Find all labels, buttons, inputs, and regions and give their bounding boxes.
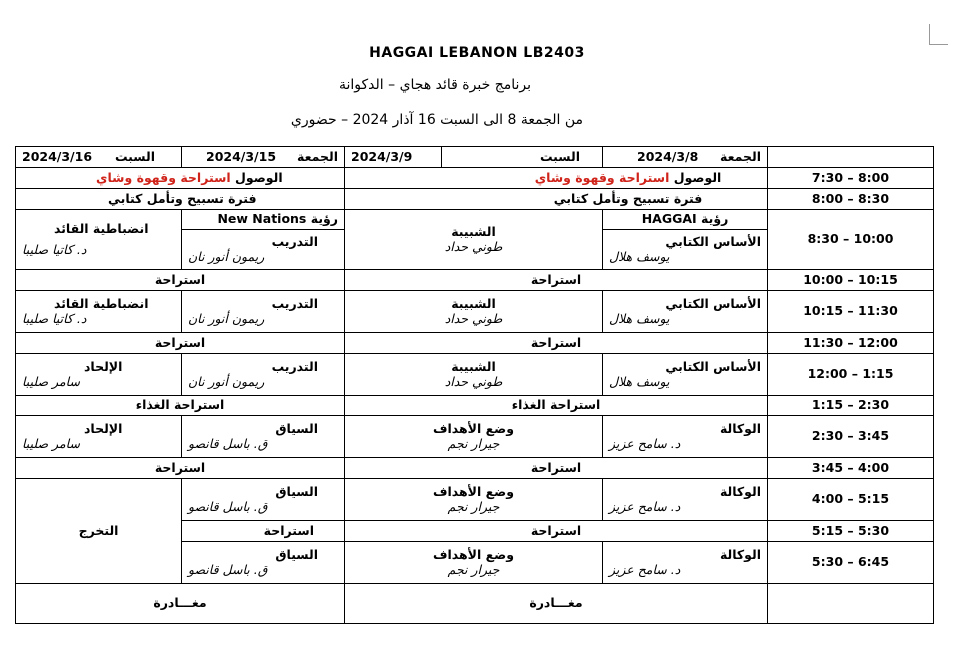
time-slot: 5:15 – 5:30 [768,521,934,542]
session-row-2 [16,291,934,333]
time-slot: 11:30 – 12:00 [768,333,934,354]
new-nations-cell: رؤية New Nations [182,210,345,230]
time-header [768,147,934,168]
time-slot: 3:45 – 4:00 [768,458,934,479]
session-cell: الشبيبة طوني حداد [345,354,603,396]
day-header-sat9: 2024/3/9 [345,147,442,168]
session-cell: التدريب ريمون أنور نان [182,291,345,333]
lunch-week1: استراحة الغذاء [345,396,768,416]
session-row-1a [16,210,934,230]
session-cell: الأساس الكتابي يوسف هلال [603,354,768,396]
day-header-fri15: 2024/3/15 الجمعة [182,147,345,168]
session-cell: التدريب ريمون أنور نان [182,230,345,270]
devotion-row [16,189,934,210]
session-row-5 [16,479,934,521]
haggai-cell: رؤية HAGGAI [603,210,768,230]
break-week2: استراحة [182,521,345,542]
day-header-row [16,147,934,168]
session-cell: السياق ق. باسل قانصو [182,479,345,521]
time-slot: 1:15 – 2:30 [768,396,934,416]
session-cell: الوكالة د. سامح عزيز [603,479,768,521]
break-week2: استراحة [16,458,345,479]
session-row-3 [16,354,934,396]
session-cell: التدريب ريمون أنور نان [182,354,345,396]
break-week1: استراحة [345,521,768,542]
session-cell: وضع الأهداف جيرار نجم [345,416,603,458]
time-slot-empty [768,584,934,624]
session-cell: الإلحاد سامر صليبا [16,354,182,396]
session-cell: الوكالة د. سامح عزيز [603,542,768,584]
day-header-sat16: 2024/3/16 السبت [16,147,182,168]
break-row [16,458,934,479]
session-cell: الشبيبة طوني حداد [345,210,603,270]
session-cell: الأساس الكتابي يوسف هلال [603,291,768,333]
arrival-row [16,168,934,189]
session-cell: الوكالة د. سامح عزيز [603,416,768,458]
schedule-table [15,146,934,624]
page-title: HAGGAI LEBANON LB2403 [369,45,585,61]
page-corner-mark [929,24,948,45]
break-row [16,333,934,354]
session-cell: السياق ق. باسل قانصو [182,416,345,458]
session-cell: الإلحاد سامر صليبا [16,416,182,458]
graduation-cell: التخرج [16,479,182,584]
session-cell: انضباطية القائد د. كاتيا صليبا [16,210,182,270]
arrival-week2: الوصول استراحة وقهوة وشاي [16,168,345,189]
break-week2: استراحة [16,270,345,291]
time-slot: 10:00 – 10:15 [768,270,934,291]
time-slot: 7:30 – 8:00 [768,168,934,189]
time-slot: 12:00 – 1:15 [768,354,934,396]
session-cell: انضباطية القائد د. كاتيا صليبا [16,291,182,333]
day-header-fri8: 2024/3/8 الجمعة [603,147,768,168]
devotion-week2: فترة تسبيح وتأمل كتابي [16,189,345,210]
break-week2: استراحة [16,333,345,354]
lunch-row [16,396,934,416]
break-week1: استراحة [345,270,768,291]
arrival-week1: الوصول استراحة وقهوة وشاي [345,168,768,189]
devotion-week1: فترة تسبيح وتأمل كتابي [345,189,768,210]
time-slot: 4:00 – 5:15 [768,479,934,521]
program-subtitle: برنامج خبرة قائد هجاي – الدكوانة [338,77,532,93]
session-row-4 [16,416,934,458]
break-week1: استراحة [345,458,768,479]
break-week1: استراحة [345,333,768,354]
session-cell: الأساس الكتابي يوسف هلال [603,230,768,270]
time-slot: 5:30 – 6:45 [768,542,934,584]
time-slot: 2:30 – 3:45 [768,416,934,458]
departure-week1: مغـــادرة [345,584,768,624]
day-header-sat9-label: السبت [442,147,603,168]
session-cell: الشبيبة طوني حداد [345,291,603,333]
session-cell: وضع الأهداف جيرار نجم [345,542,603,584]
time-slot: 8:00 – 8:30 [768,189,934,210]
time-slot: 10:15 – 11:30 [768,291,934,333]
break-row [16,270,934,291]
time-slot: 8:30 – 10:00 [768,210,934,270]
program-dates: من الجمعة 8 الى السبت 16 آذار 2024 – حضوري [290,112,584,128]
departure-week2: مغـــادرة [16,584,345,624]
lunch-week2: استراحة الغذاء [16,396,345,416]
session-cell: وضع الأهداف جيرار نجم [345,479,603,521]
session-cell: السياق ق. باسل قانصو [182,542,345,584]
departure-row [16,584,934,624]
